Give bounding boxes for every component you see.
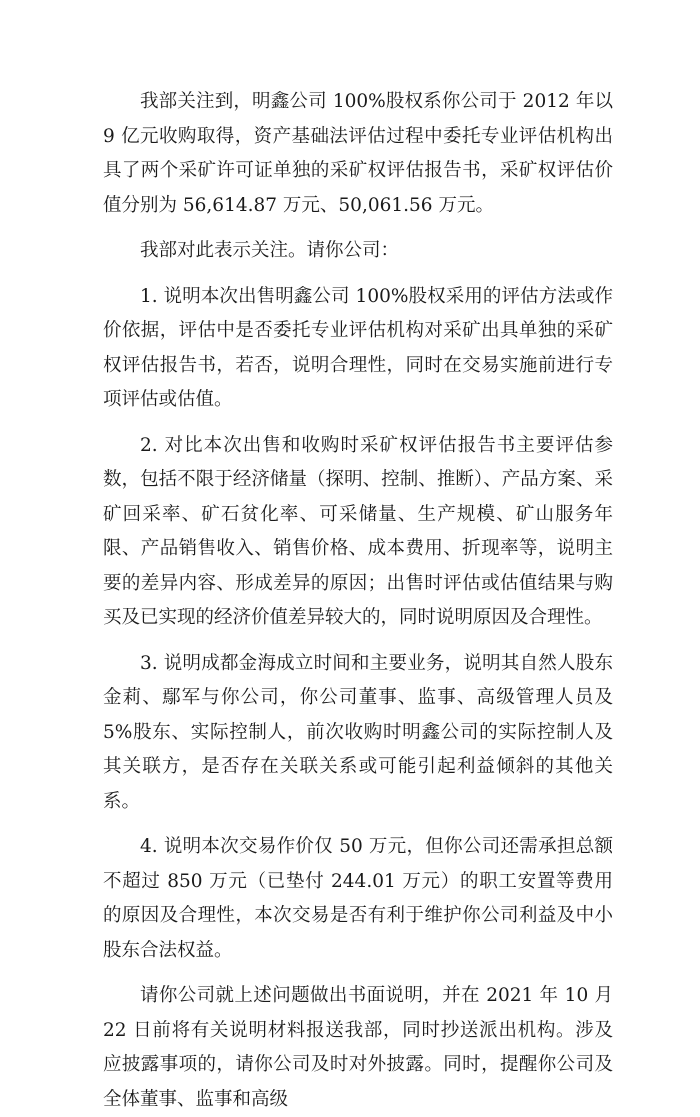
paragraph-concern-statement: 我部关注到，明鑫公司 100%股权系你公司于 2012 年以 9 亿元收购取得，资产基础法评估过程中委托专业评估机构出具了两个采矿许可证单独的采矿权评估报告书，采矿权评估价值分别为 56,614.87 万元、50,061.56 万元。 bbox=[103, 91, 613, 216]
paragraph-request-intro: 我部对此表示关注。请你公司： bbox=[140, 240, 400, 261]
paragraph-item-4: 4. 说明本次交易作价仅 50 万元，但你公司还需承担总额不超过 850 万元（已垫付 244.01 万元）的职工安置等费用的原因及合理性，本次交易是否有利于维护你公司利益及中小股东合法权益。 bbox=[103, 836, 613, 961]
paragraph-item-2: 2. 对比本次出售和收购时采矿权评估报告书主要评估参数，包括不限于经济储量（探明、控制、推断）、产品方案、采矿回采率、矿石贫化率、可采储量、生产规模、矿山服务年限、产品销售收入、销售价格、成本费用、折现率等，说明主要的差异内容、形成差异的原因；出售时评估或估值结果与购买及已实现的经济价值差异较大的，同时说明原因及合理性。 bbox=[103, 434, 613, 628]
paragraph-item-3: 3. 说明成都金海成立时间和主要业务，说明其自然人股东金莉、鄢军与你公司，你公司董事、监事、高级管理人员及 5%股东、实际控制人，前次收购时明鑫公司的实际控制人及其关联方，是否存在关联关系或可能引起利益倾斜的其他关系。 bbox=[103, 652, 613, 812]
paragraph-item-1: 1. 说明本次出售明鑫公司 100%股权采用的评估方法或作价依据，评估中是否委托专业评估机构对采矿出具单独的采矿权评估报告书，若否，说明合理性，同时在交易实施前进行专项评估或估值。 bbox=[103, 285, 613, 410]
document-body bbox=[103, 85, 613, 1117]
paragraph-closing: 请你公司就上述问题做出书面说明，并在 2021 年 10 月 22 日前将有关说明材料报送我部，同时抄送派出机构。涉及应披露事项的，请你公司及时对外披露。同时，提醒你公司及全体董事、监事和高级 bbox=[103, 985, 613, 1110]
